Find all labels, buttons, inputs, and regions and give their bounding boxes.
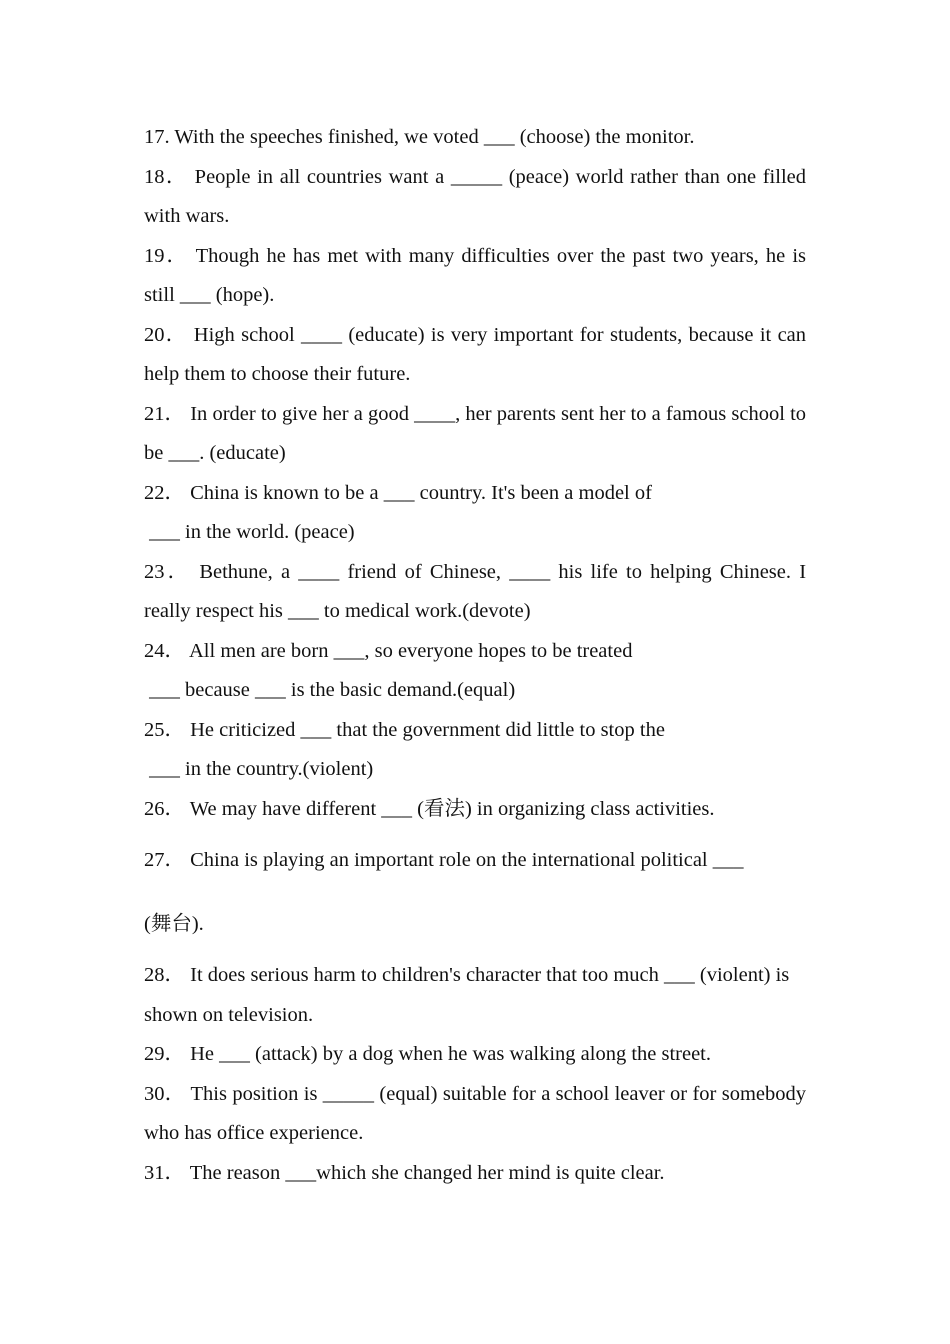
question-24 [144,632,806,711]
question-number: 28． [144,964,185,986]
question-19 [144,237,806,316]
question-23 [144,553,806,632]
question-31 [144,1154,806,1194]
question-number: 18． [144,165,189,188]
question-text: It does serious harm to children's character that too much ___ (violent) is shown on television. [144,964,790,1026]
question-number: 24． [144,639,185,662]
question-text-line2: ___ in the world. (peace) [149,521,355,543]
question-text-line2: (舞台). [144,912,204,935]
question-text-line2: ___ in the country.(violent) [149,758,374,780]
question-text: In order to give her a good ____, her parents sent her to a famous school to be ___. (educate) [144,402,807,464]
question-22 [144,474,806,553]
worksheet-page [144,118,806,1193]
question-21 [144,395,806,474]
question-number: 23． [144,560,192,583]
question-number: 19． [144,244,189,267]
question-text: The reason ___which she changed her mind is quite clear. [189,1161,665,1184]
question-text-line2: ___ because ___ is the basic demand.(equal) [149,679,516,701]
question-20 [144,316,806,395]
question-text: We may have different ___ (看法) in organizing class activities. [189,797,715,820]
question-text: This position is _____ (equal) suitable for a school leaver or for somebody who has office experience. [144,1082,807,1144]
question-text: He ___ (attack) by a dog when he was walking along the street. [190,1043,712,1065]
question-text-line1: He criticized ___ that the government did little to stop the [190,718,665,741]
question-number: 25． [144,718,185,741]
question-18 [144,158,806,237]
question-number: 21． [144,402,186,425]
question-text: People in all countries want a _____ (peace) world rather than one filled with wars. [144,165,806,227]
question-30 [144,1075,806,1154]
question-text-line1: China is playing an important role on the international political ___ [190,849,744,871]
question-27 [144,841,806,944]
question-28 [144,956,806,1035]
question-number: 22． [144,481,185,504]
question-25 [144,711,806,790]
question-number: 17. [144,126,170,148]
question-number: 26． [144,797,185,820]
question-17 [144,118,806,158]
question-number: 30． [144,1082,186,1105]
question-text: With the speeches finished, we voted ___ (choose) the monitor. [174,126,695,148]
question-26 [144,790,806,830]
question-text: High school ____ (educate) is very important for students, because it can help them to choose their future. [144,323,807,385]
question-text: Though he has met with many difficulties over the past two years, he is still ___ (hope). [144,244,806,306]
question-number: 27． [144,849,185,871]
question-number: 20． [144,323,188,346]
question-number: 29． [144,1043,185,1065]
question-number: 31． [144,1161,185,1184]
question-text-line1: China is known to be a ___ country. It's been a model of [190,481,652,504]
question-29 [144,1035,806,1075]
question-text: Bethune, a ____ friend of Chinese, ____ his life to helping Chinese. I really respect his ___ to medical work.(devote) [144,560,807,622]
question-text-line1: All men are born ___, so everyone hopes to be treated [189,639,633,662]
